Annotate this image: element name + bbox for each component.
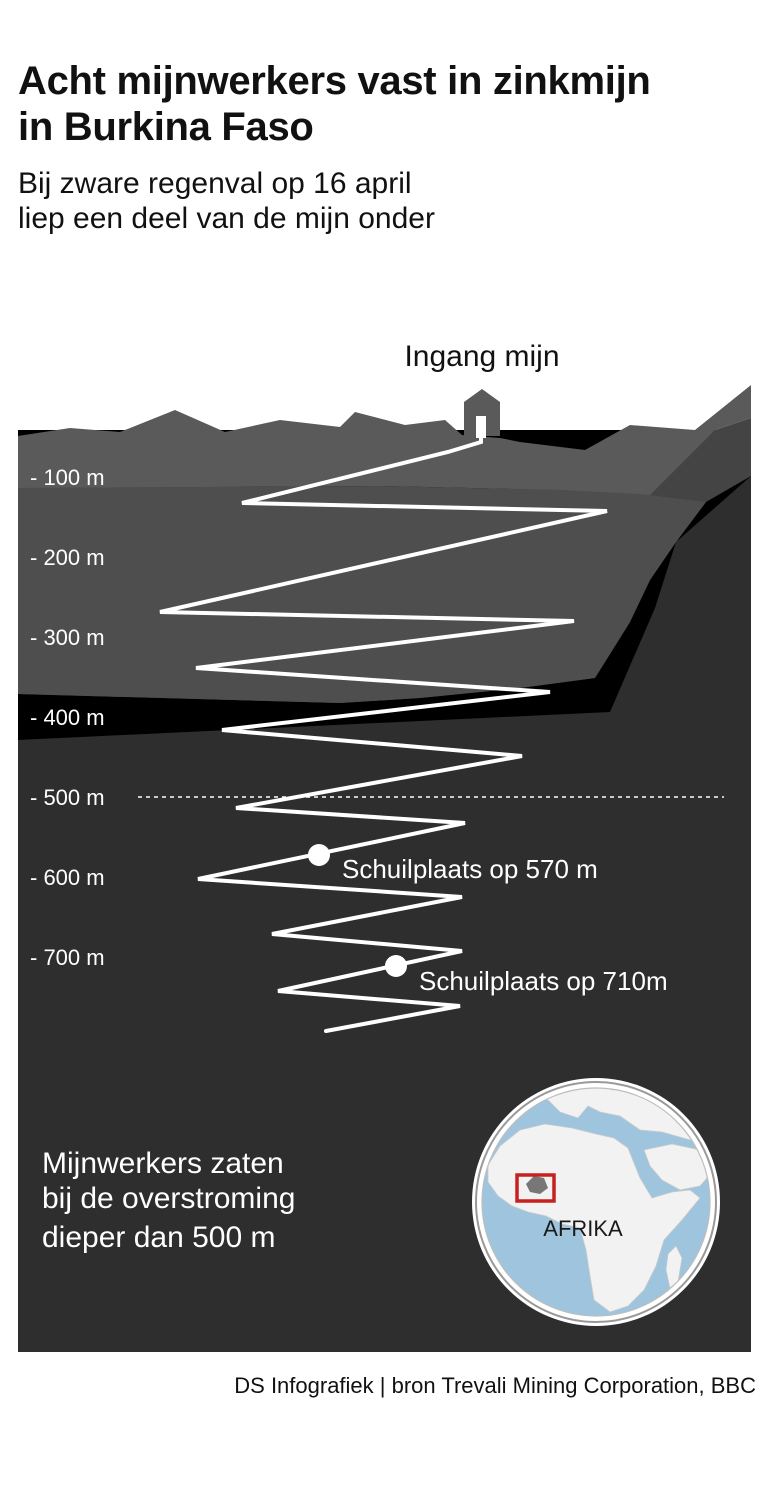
entrance-label: Ingang mijn (404, 340, 560, 373)
title-line-1: Acht mijnwerkers vast in zinkmijn (18, 59, 651, 103)
subtitle-line-2: liep een deel van de mijn onder (18, 202, 435, 235)
source-credit: DS Infografiek | bron Trevali Mining Corporation, BBC (234, 1373, 756, 1398)
subtitle-line-1: Bij zware regenval op 16 april (18, 167, 412, 200)
depth-label: - 100 m (30, 465, 105, 490)
depth-label: - 400 m (30, 705, 105, 730)
shelter-marker-570 (308, 844, 330, 866)
shelter-marker-710 (385, 955, 407, 977)
rock-layer-top (18, 385, 751, 495)
title-line-2: in Burkina Faso (18, 105, 314, 149)
flood-note (42, 1147, 295, 1254)
flood-note-line-3: dieper dan 500 m (42, 1221, 276, 1254)
depth-label: - 700 m (30, 945, 105, 970)
depth-label: - 600 m (30, 865, 105, 890)
flood-note-line-2: bij de overstroming (42, 1182, 296, 1215)
depth-label: - 300 m (30, 625, 105, 650)
flood-note-line-1: Mijnwerkers zaten (42, 1147, 284, 1180)
shelter-label-710: Schuilplaats op 710m (419, 966, 668, 996)
depth-label: - 200 m (30, 545, 105, 570)
africa-label: AFRIKA (543, 1216, 623, 1241)
shelter-label-570: Schuilplaats op 570 m (342, 854, 598, 884)
depth-label: - 500 m (30, 785, 105, 810)
